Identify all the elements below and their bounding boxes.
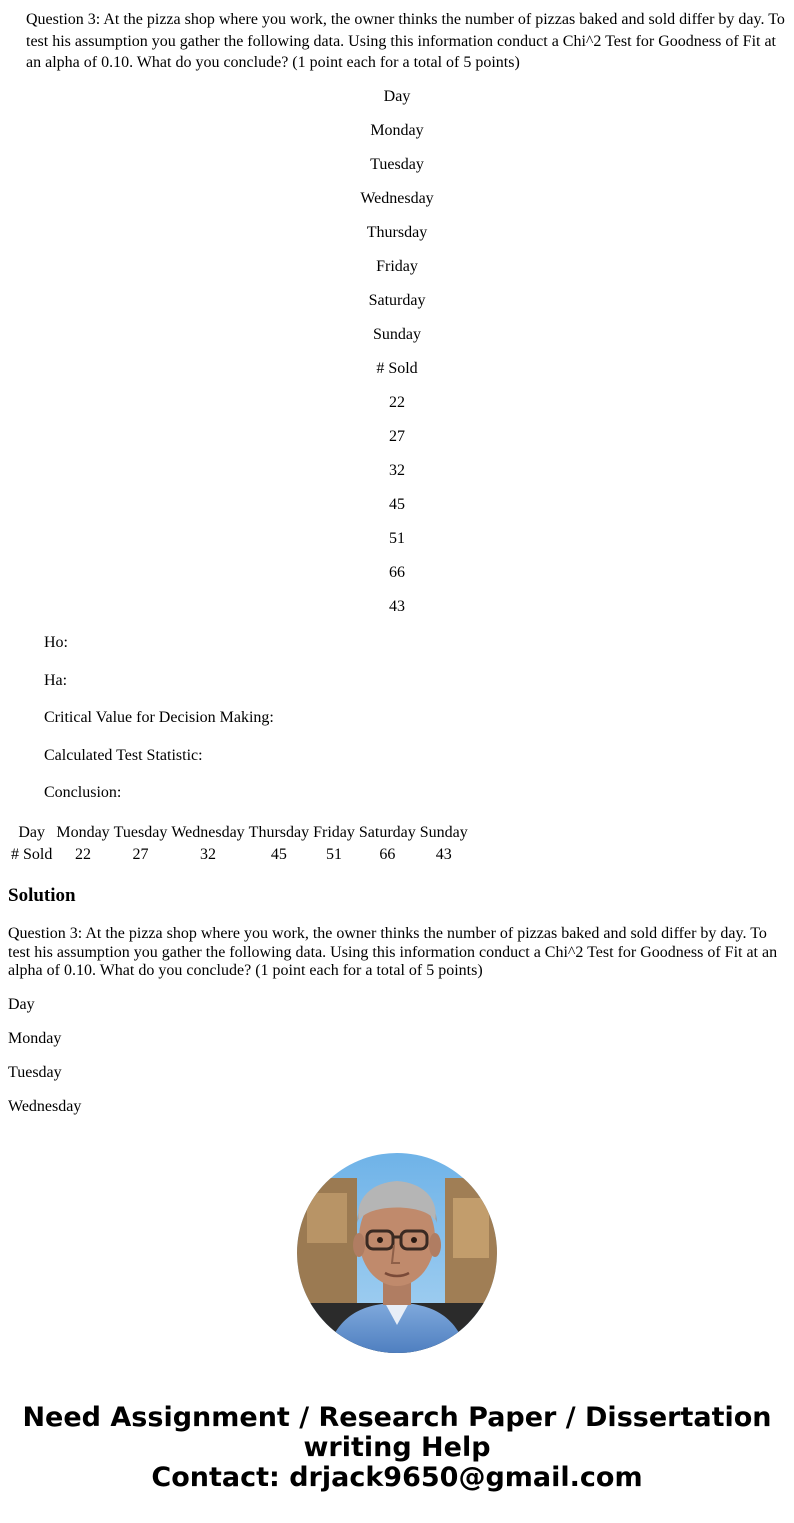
banner-contact: Contact: drjack9650@gmail.com (151, 1462, 643, 1493)
prompt-ha: Ha: (44, 671, 68, 689)
solution-question-text: Question 3: At the pizza shop where you work, the owner thinks the number of pizzas baked and sold differ by day. To test his assumption you gather the following data. Using this information conduct a Chi^2 Test for Goodness of Fit at an alpha of 0.10. What do you conclude? (1 point each for a total of 5 points) (8, 925, 778, 979)
list-item: Day (8, 996, 35, 1013)
data-table (8, 821, 471, 867)
prompt-ho: Ho: (44, 634, 68, 651)
table-cell: 27 (132, 846, 149, 863)
promo-banner (0, 1403, 794, 1493)
table-cell: Saturday (358, 824, 416, 841)
avatar (297, 1153, 497, 1353)
list-item: 22 (389, 394, 405, 411)
table-row (10, 823, 469, 843)
table-cell: Monday (56, 824, 110, 841)
table-cell: # Sold (11, 846, 53, 863)
banner-line: Need Assignment / Research Paper / Dissertation (22, 1402, 772, 1433)
prompt-critical-value: Critical Value for Decision Making: (44, 709, 274, 726)
list-item: 27 (389, 428, 405, 445)
list-item: 32 (389, 462, 405, 479)
list-item: Tuesday (8, 1064, 62, 1081)
table-cell: Sunday (419, 824, 468, 841)
table-cell: 51 (326, 846, 342, 863)
table-cell: Wednesday (171, 824, 245, 841)
list-item: Monday (8, 1030, 62, 1047)
solution-heading: Solution (8, 885, 76, 906)
table-cell: Thursday (248, 824, 310, 841)
list-item: Monday (370, 122, 424, 139)
table-cell: 32 (199, 846, 216, 863)
table-cell: Friday (313, 824, 355, 841)
list-item: # Sold (376, 360, 418, 377)
table-cell: 43 (435, 846, 452, 863)
list-item: 45 (389, 496, 405, 513)
list-item: Day (383, 88, 411, 105)
list-item: 66 (389, 564, 405, 581)
banner-line: writing Help (303, 1432, 491, 1463)
prompt-conclusion: Conclusion: (44, 784, 122, 801)
list-item: Tuesday (370, 156, 424, 173)
list-item: Thursday (366, 224, 428, 241)
list-item: 43 (389, 598, 405, 615)
list-item: Wednesday (360, 190, 434, 207)
table-cell: 22 (75, 846, 91, 863)
solution-day-list (8, 994, 81, 1130)
table-cell: 66 (379, 846, 396, 863)
list-item: Friday (376, 258, 418, 275)
question-text: Question 3: At the pizza shop where you work, the owner thinks the number of pizzas baked and sold differ by day. To test his assumption you gather the following data. Using this information conduct a Chi^2 Test for Goodness of Fit at an alpha of 0.10. What do you conclude? (1 point each for a total of 5 points) (26, 11, 785, 71)
prompt-test-statistic: Calculated Test Statistic: (44, 746, 203, 764)
list-item: Saturday (368, 292, 426, 309)
day-sold-list (0, 86, 794, 630)
table-cell: Day (18, 824, 45, 841)
answer-prompts (44, 632, 274, 820)
table-cell: Tuesday (113, 824, 168, 841)
list-item: Sunday (373, 326, 421, 343)
list-item: 51 (389, 530, 405, 547)
table-row (10, 845, 469, 865)
profile-photo (297, 1153, 497, 1353)
table-cell: 45 (270, 846, 287, 863)
list-item: Wednesday (8, 1098, 82, 1115)
